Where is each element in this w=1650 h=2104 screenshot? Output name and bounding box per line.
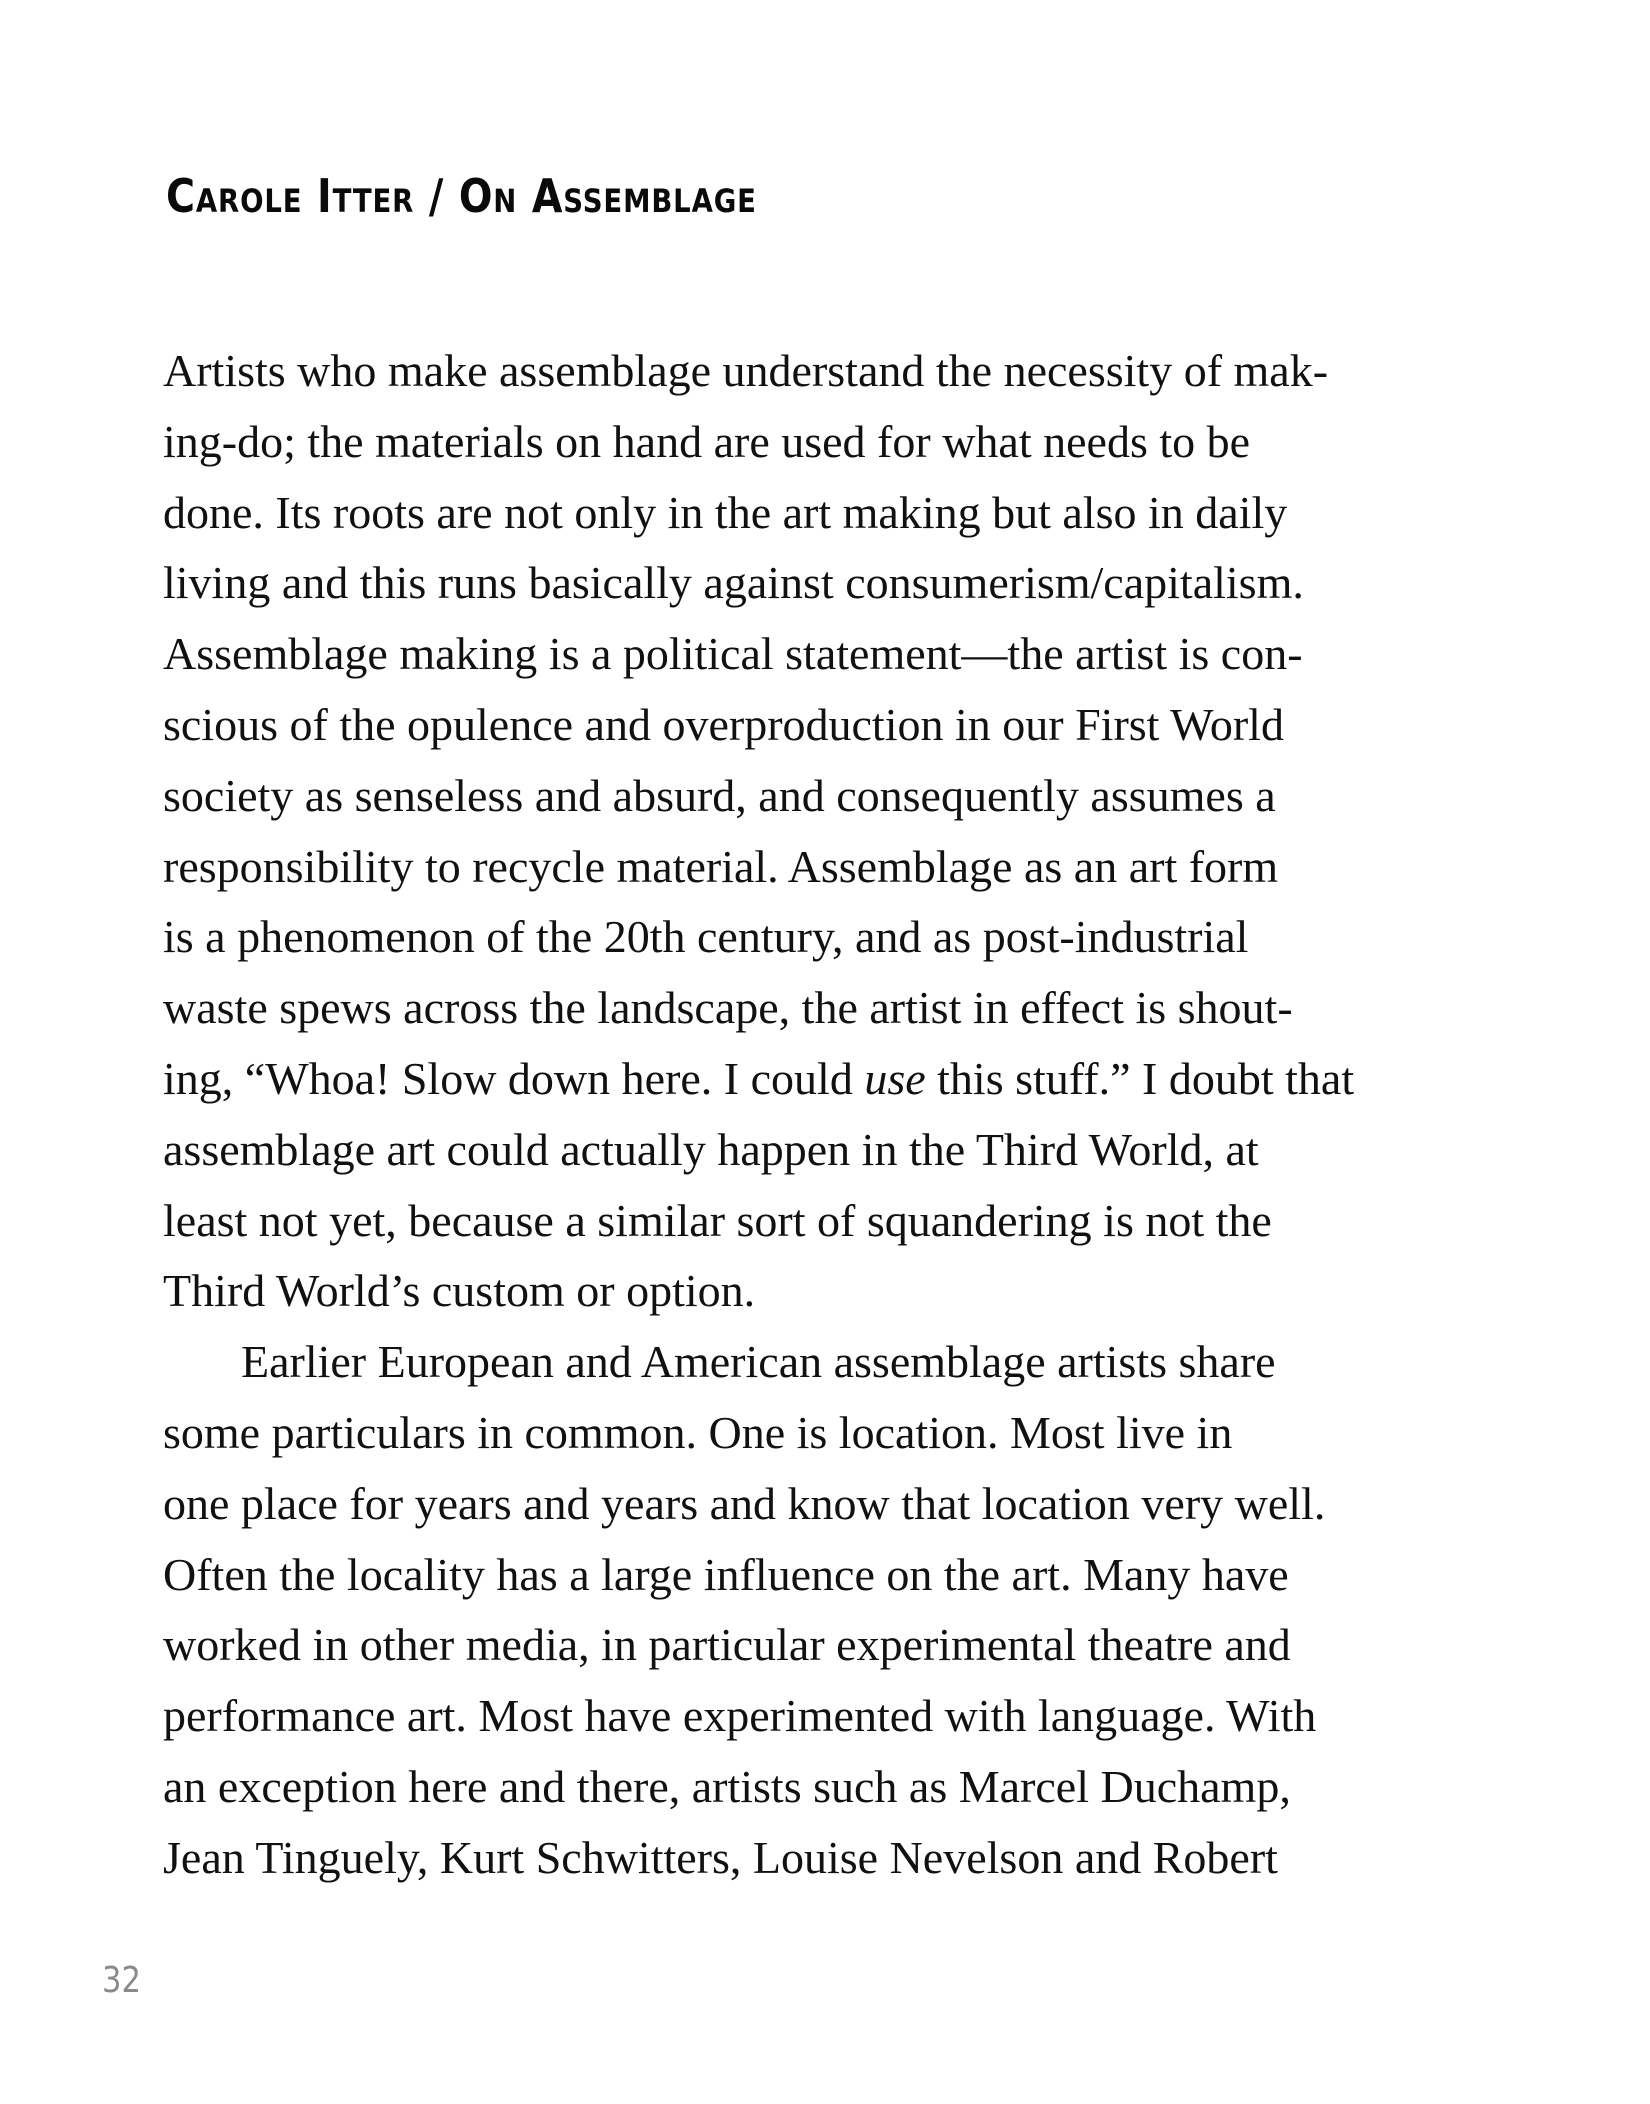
body-text [163,336,1503,1894]
paragraph-1-line: scious of the opulence and overproduction in our First World [163,698,1284,750]
paragraph-1-line: is a phenomenon of the 20th century, and as post-industrial [163,911,1249,963]
heading-author: Carole Itter [166,169,415,223]
emphasis-text: use [864,1052,926,1104]
paragraph-2-line: Often the locality has a large influence on the art. Many have [163,1548,1289,1600]
paragraph-1-line: responsibility to recycle material. Assemblage as an art form [163,840,1279,892]
paragraph-2-line: performance art. Most have experimented with language. With [163,1690,1317,1742]
line-text: this stuff.” I doubt that [925,1052,1355,1104]
paragraph-1-line: waste spews across the landscape, the artist in effect is shout- [163,982,1293,1034]
paragraph-1-line: done. Its roots are not only in the art making but also in daily [163,486,1288,538]
paragraph-1-line: living and this runs basically against consumerism/capitalism. [163,557,1304,609]
heading-title: On Assemblage [458,169,757,223]
paragraph-1-line: society as senseless and absurd, and consequently assumes a [163,769,1276,821]
paragraph-1-line: Artists who make assemblage understand the necessity of mak- [163,345,1329,396]
page-number: 32 [102,1960,141,2001]
paragraph-2-line: an exception here and there, artists such as Marcel Duchamp, [163,1760,1291,1812]
paragraph-2-line: worked in other media, in particular experimental theatre and [163,1619,1291,1671]
paragraph-1-line: ing-do; the materials on hand are used for what needs to be [163,415,1251,467]
paragraph-1-line: least not yet, because a similar sort of squandering is not the [163,1194,1272,1246]
paragraph-1-line: Assemblage making is a political statement—the artist is con- [163,628,1303,680]
paragraph-1-line [163,1044,1503,1115]
paragraph-1-line: assemblage art could actually happen in the Third World, at [163,1123,1259,1175]
heading-separator: / [414,169,459,223]
paragraph-2-line: some particulars in common. One is location. Most live in [163,1406,1233,1458]
line-text: ing, “Whoa! Slow down here. I could [163,1052,865,1104]
paragraph-2-line: Earlier European and American assemblage artists share [241,1336,1276,1388]
paragraph-1-line: Third World’s custom or option. [163,1265,756,1317]
paragraph-2-line: Jean Tinguely, Kurt Schwitters, Louise Nevelson and Robert [163,1831,1278,1883]
paragraph-2-line: one place for years and years and know that location very well. [163,1477,1326,1529]
chapter-heading [166,168,757,224]
